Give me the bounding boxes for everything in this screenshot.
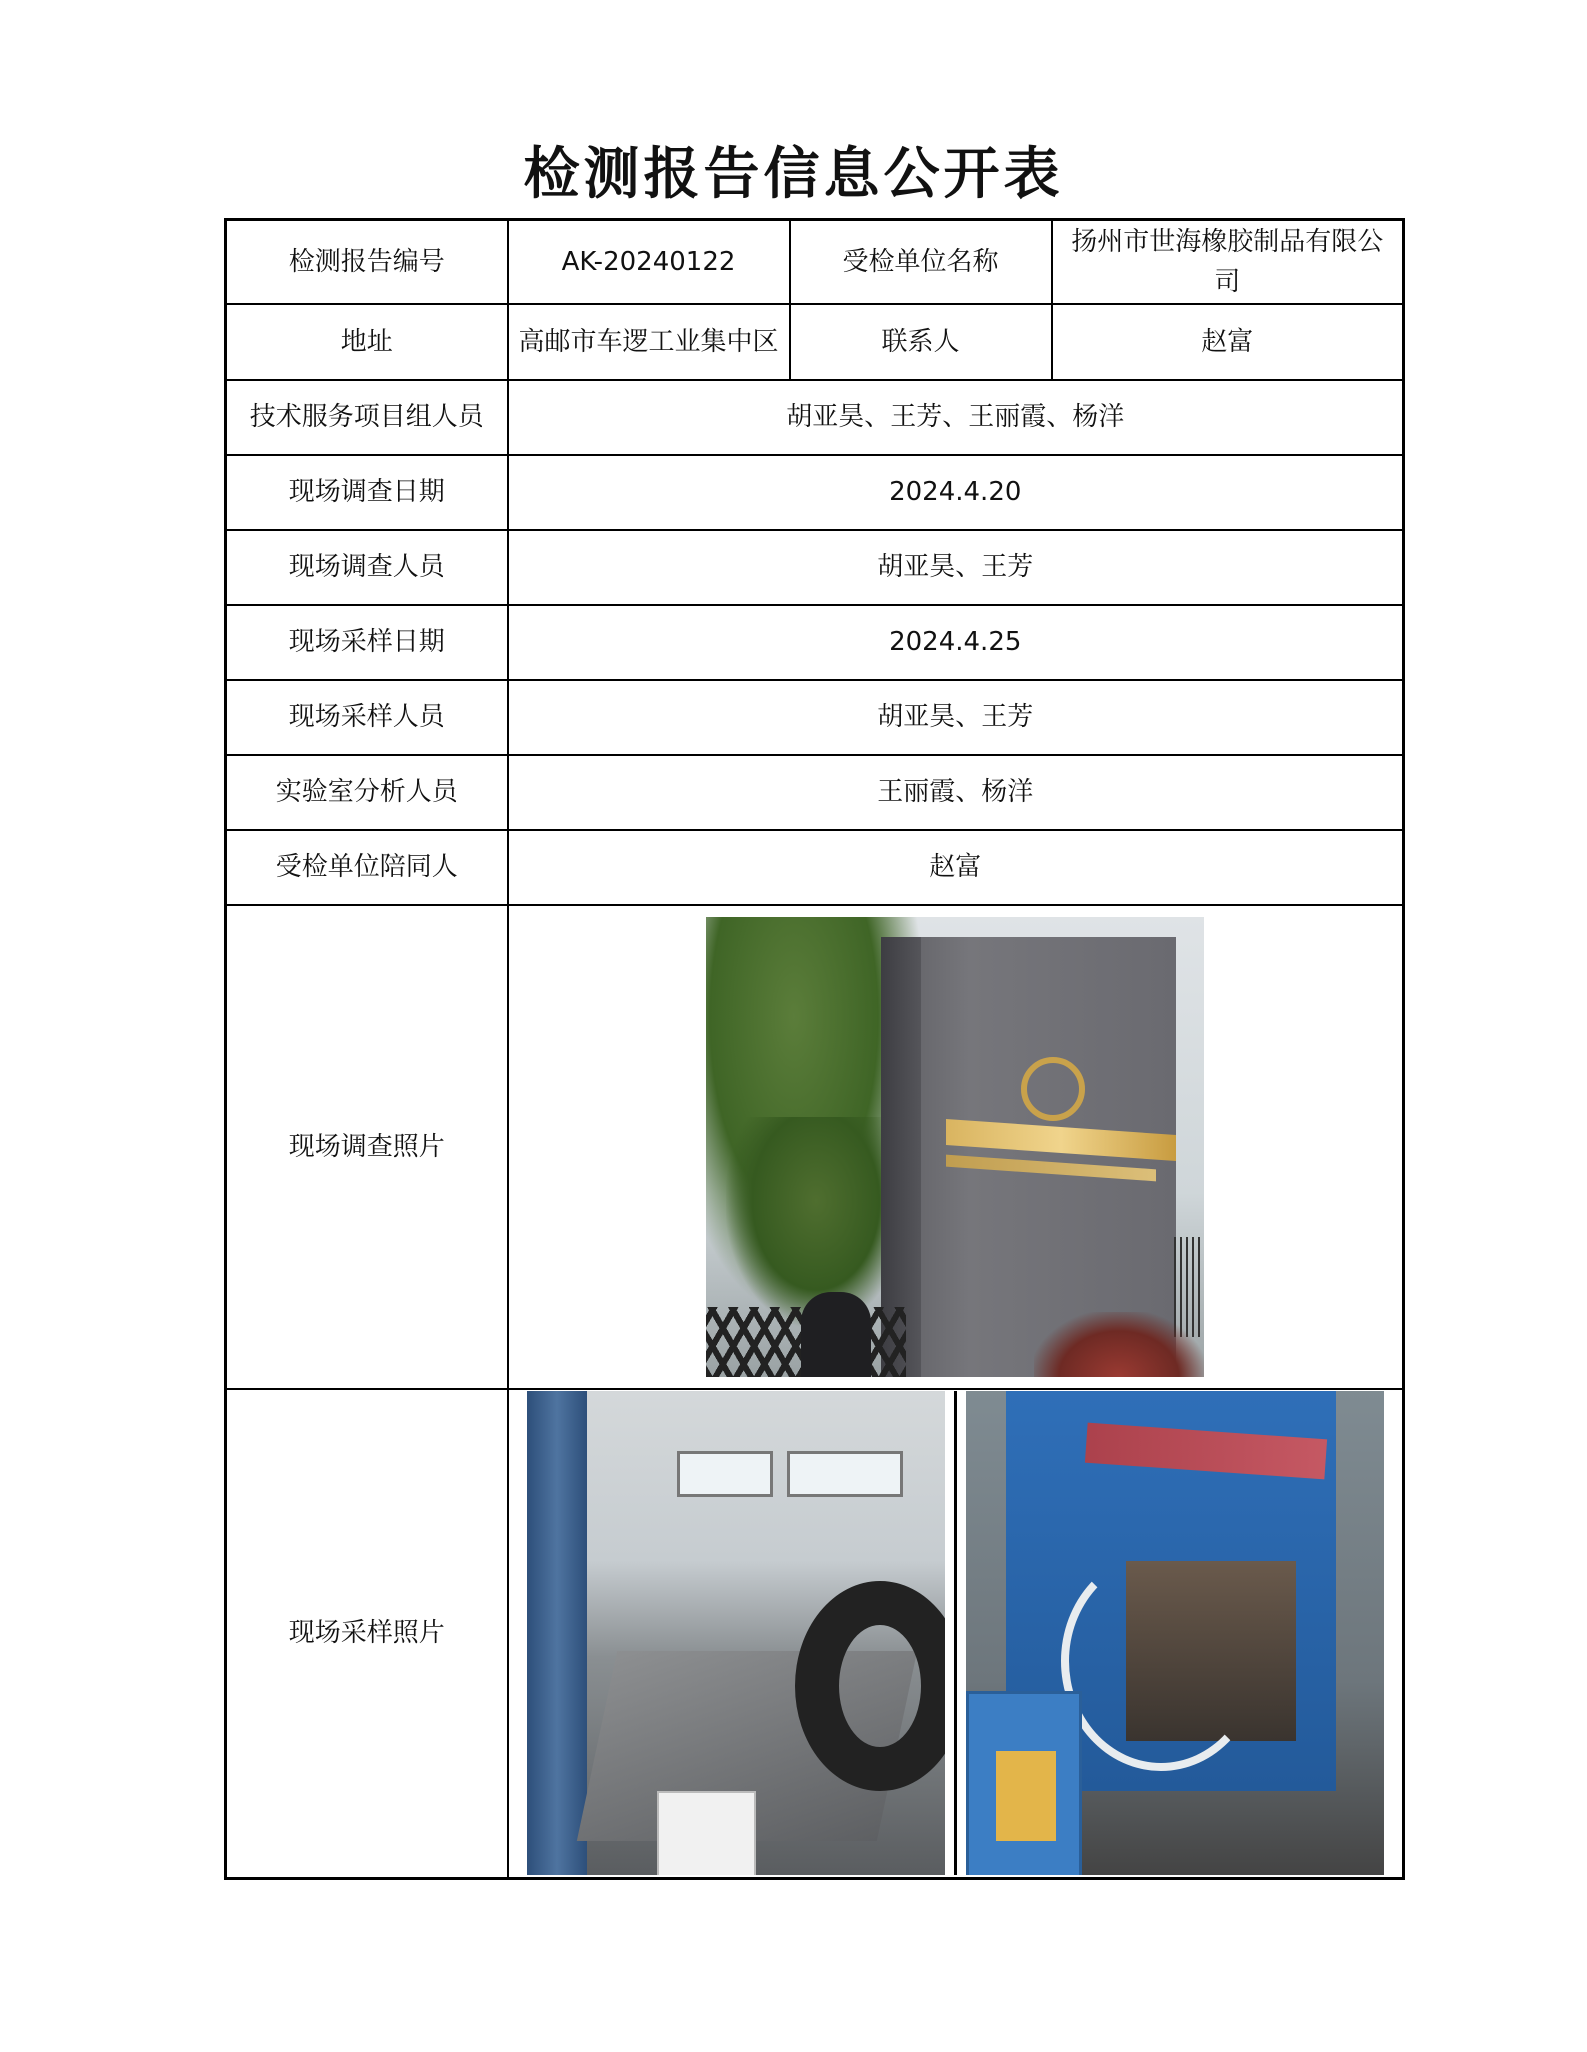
contact-label: 联系人	[790, 304, 1052, 380]
sampling-photo-label: 现场采样照片	[226, 1389, 508, 1879]
sampling-photo-cell	[508, 1389, 1404, 1879]
unit-name-label: 受检单位名称	[790, 220, 1052, 304]
survey-staff-value: 胡亚昊、王芳	[508, 530, 1404, 605]
report-no-value: AK-20240122	[508, 220, 790, 304]
sampling-staff-label: 现场采样人员	[226, 680, 508, 755]
company-logo-icon	[1021, 1057, 1085, 1121]
address-value: 高邮市车逻工业集中区	[508, 304, 790, 380]
survey-photo-cell	[508, 905, 1404, 1389]
report-no-label: 检测报告编号	[226, 220, 508, 304]
sampling-device	[657, 1791, 756, 1875]
unit-name-value: 扬州市世海橡胶制品有限公司	[1052, 220, 1404, 304]
sampling-photo-machine	[966, 1391, 1384, 1875]
person	[801, 1292, 871, 1377]
blue-pillar	[527, 1391, 587, 1875]
survey-date-label: 现场调查日期	[226, 455, 508, 530]
photo-divider	[954, 1391, 957, 1875]
report-table	[224, 218, 1405, 1880]
lab-staff-label: 实验室分析人员	[226, 755, 508, 830]
sampling-photo-workshop	[527, 1391, 945, 1875]
window	[787, 1451, 903, 1497]
window	[677, 1451, 773, 1497]
survey-photo	[706, 917, 1204, 1377]
survey-date-value: 2024.4.20	[508, 455, 1404, 530]
red-shrub	[1034, 1312, 1204, 1377]
survey-photo-label: 现场调查照片	[226, 905, 508, 1389]
lab-staff-value: 王丽霞、杨洋	[508, 755, 1404, 830]
page-title: 检测报告信息公开表	[523, 142, 1064, 207]
contact-value: 赵富	[1052, 304, 1404, 380]
survey-staff-label: 现场调查人员	[226, 530, 508, 605]
escort-value: 赵富	[508, 830, 1404, 905]
sampling-hose	[1061, 1551, 1261, 1771]
team-label: 技术服务项目组人员	[226, 380, 508, 455]
sampling-date-label: 现场采样日期	[226, 605, 508, 680]
escort-label: 受检单位陪同人	[226, 830, 508, 905]
sampling-staff-value: 胡亚昊、王芳	[508, 680, 1404, 755]
team-value: 胡亚昊、王芳、王丽霞、杨洋	[508, 380, 1404, 455]
warning-label	[996, 1751, 1056, 1841]
address-label: 地址	[226, 304, 508, 380]
sampling-date-value: 2024.4.25	[508, 605, 1404, 680]
